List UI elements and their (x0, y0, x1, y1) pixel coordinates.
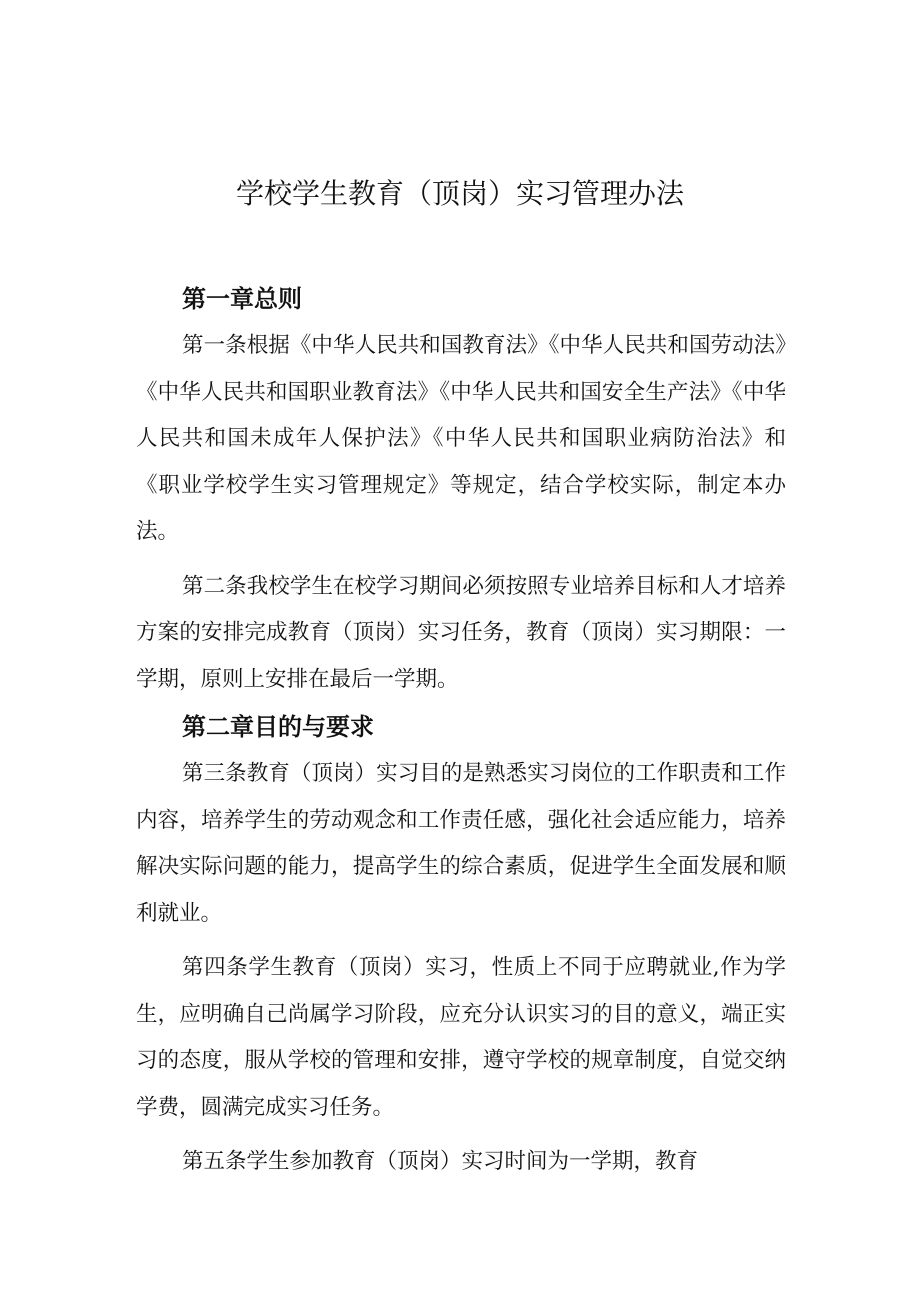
article-3: 第三条教育（顶岗）实习目的是熟悉实习岗位的工作职责和工作内容，培养学生的劳动观念和工作责任感，强化社会适应能力，培养解决实际问题的能力，提高学生的综合素质，促进学生全面发展和顺利就业。 (136, 761, 786, 926)
article-1: 第一条根据《中华人民共和国教育法》《中华人民共和国劳动法》《中华人民共和国职业教育法》《中华人民共和国安全生产法》《中华人民共和国未成年人保护法》《中华人民共和国职业病防治法》和《职业学校学生实习管理规定》等规定，结合学校实际，制定本办法。 (136, 333, 786, 544)
chapter-1-heading: 第一章总则 (182, 285, 302, 313)
article-5: 第五条学生参加教育（顶岗）实习时间为一学期，教育 (182, 1149, 699, 1174)
article-4: 第四条学生教育（顶岗）实习，性质上不同于应聘就业,作为学生，应明确自己尚属学习阶段，应充分认识实习的目的意义，端正实习的态度，服从学校的管理和安排，遵守学校的规章制度，自觉交纳学费，圆满完成实习任务。 (136, 955, 786, 1120)
chapter-2-heading: 第二章目的与要求 (182, 713, 374, 741)
article-2: 第二条我校学生在校学习期间必须按照专业培养目标和人才培养方案的安排完成教育（顶岗）实习任务，教育（顶岗）实习期限：一学期，原则上安排在最后一学期。 (136, 573, 786, 692)
document-title: 学校学生教育（顶岗）实习管理办法 (235, 177, 684, 210)
document-body (136, 278, 786, 1186)
